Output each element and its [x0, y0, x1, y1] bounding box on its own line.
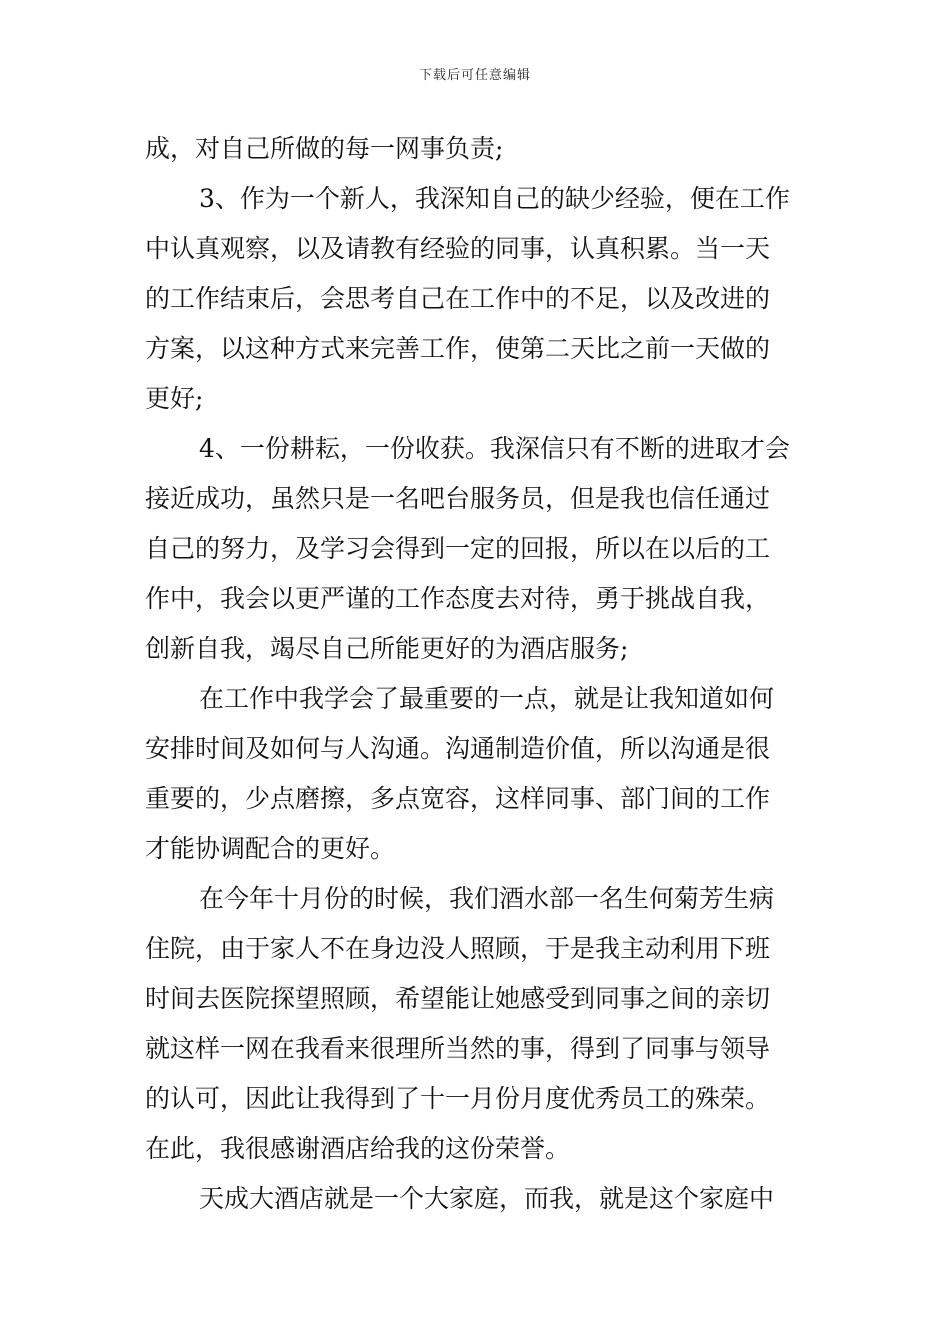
text-line: 重要的，少点磨擦，多点宽容，这样同事、部门间的工作 — [145, 784, 771, 813]
paragraph-start-line: 天成大酒店就是一个大家庭，而我，就是这个家庭中 — [199, 1184, 775, 1213]
paragraph-start-line: 在工作中我学会了最重要的一点，就是让我知道如何 — [199, 684, 775, 713]
page-header: 下载后可任意编辑 — [418, 68, 531, 83]
text-line: 时间去医院探望照顾，希望能让她感受到同事之间的亲切 — [145, 984, 771, 1013]
text-line: 中认真观察，以及请教有经验的同事，认真积累。当一天 — [145, 234, 771, 263]
text-line: 创新自我，竭尽自己所能更好的为酒店服务; — [145, 634, 629, 663]
text-line: 就这样一网在我看来很理所当然的事，得到了同事与领导 — [145, 1034, 771, 1063]
text-line: 住院，由于家人不在身边没人照顾，于是我主动利用下班 — [145, 934, 771, 963]
text-line: 的认可，因此让我得到了十一月份月度优秀员工的殊荣。 — [145, 1084, 771, 1113]
text-line: 成，对自己所做的每一网事负责; — [145, 134, 504, 163]
text-line: 安排时间及如何与人沟通。沟通制造价值，所以沟通是很 — [145, 734, 771, 763]
paragraph-start-line: 3、作为一个新人，我深知自己的缺少经验，便在工作 — [199, 184, 790, 213]
paragraph-start-line: 4、一份耕耘，一份收获。我深信只有不断的进取才会 — [199, 434, 790, 463]
text-line: 方案，以这种方式来完善工作，使第二天比之前一天做的 — [145, 334, 771, 363]
text-line: 作中，我会以更严谨的工作态度去对待，勇于挑战自我， — [145, 584, 771, 613]
text-line: 才能协调配合的更好。 — [145, 834, 396, 863]
text-line: 接近成功，虽然只是一名吧台服务员，但是我也信任通过 — [145, 484, 771, 513]
document-body — [145, 124, 809, 1224]
text-line: 更好; — [145, 384, 204, 413]
paragraph-start-line: 在今年十月份的时候，我们酒水部一名生何菊芳生病 — [199, 884, 775, 913]
text-line: 的工作结束后，会思考自己在工作中的不足，以及改进的 — [145, 284, 771, 313]
text-line: 在此，我很感谢酒店给我的这份荣誉。 — [145, 1134, 571, 1163]
text-line: 自己的努力，及学习会得到一定的回报，所以在以后的工 — [145, 534, 771, 563]
